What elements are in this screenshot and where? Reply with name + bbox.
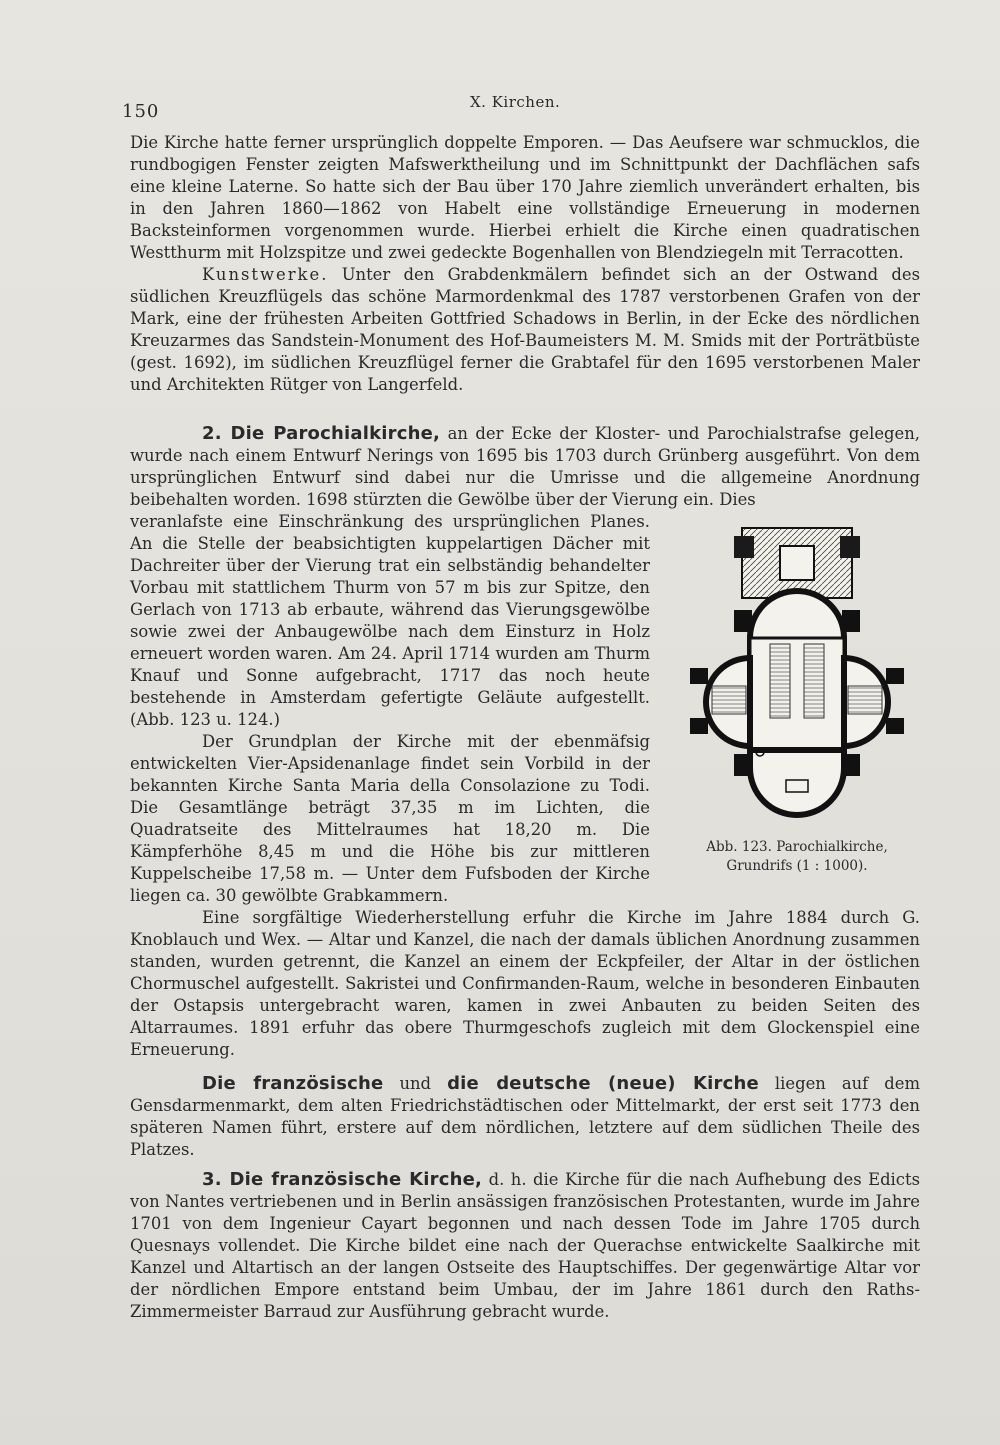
heading-deutsche: die deutsche (neue) Kirche xyxy=(447,1073,759,1094)
franzoesische-kirche-text: d. h. die Kirche für die nach Aufhebung des Edicts von Nantes vertriebenen und in Berlin ansässigen französischen Protestanten, wurde im Jahre 1701 von dem Ingenieur Cayart begonnen und nach dessen Tode im Jahre 1705 durch Quesnays vollendet. Die Kirche bildet eine nach der Querachse entwickelte Saalkirche mit Kanzel und Altartisch an der langen Ostseite des Hauptschiffes. Der gegenwärtige Altar vor der nördlichen Empore entstand beim Umbau, der im Jahre 1861 durch den Raths-Zimmermeister Barraud zur Ausführung gebracht wurde. xyxy=(130,1170,920,1321)
paragraph-kunstwerke xyxy=(130,264,920,396)
buttress-e1 xyxy=(886,668,904,684)
buttress-sw xyxy=(734,754,752,776)
caption-line-1: Abb. 123. Parochialkirche, xyxy=(706,839,888,855)
floor-plan-drawing xyxy=(672,518,922,828)
tower-core xyxy=(780,546,814,580)
parochialkirche-wrapped-text xyxy=(130,511,650,907)
section-1 xyxy=(130,132,920,396)
paragraph-planes: veranlafste eine Einschränkung des ursprünglichen Planes. An die Stelle der beabsichtigten kuppelartigen Dächer mit Dachreiter über der Vierung trat ein selbständig behandelter Vorbau mit stattlichem Thurm von 57 m bis zur Spitze, den Gerlach von 1713 ab erbaute, während das Vierungsgewölbe sowie zwei der Anbaugewölbe nach dem Einsturz in Holz erneuert worden waren. Am 24. April 1714 wurden am Thurm Knauf und Sonne aufgebracht, 1717 das noch heute bestehende in Amsterdam gefertigte Geläute aufgestellt. (Abb. 123 u. 124.) xyxy=(130,512,650,729)
kunstwerke-text: Unter den Grabdenkmälern befindet sich an der Ostwand des südlichen Kreuzflügels das schöne Marmordenkmal des 1787 verstorbenen Grafen von der Mark, eine der frühesten Arbeiten Gottfried Schadows in Berlin, in der Ecke des nördlichen Kreuzarmes das Sandstein-Monument des Hof-Baumeisters M. M. Smids mit der Porträtbüste (gest. 1692), im südlichen Kreuzflügel ferner die Grabtafel für den 1695 verstorbenen Maler und Architekten Rütger von Langerfeld. xyxy=(130,265,920,394)
pews-right xyxy=(804,644,824,718)
pews-east xyxy=(848,686,882,714)
paragraph-gendarmenmarkt xyxy=(130,1073,920,1161)
buttress-e2 xyxy=(886,718,904,734)
buttress-ne xyxy=(842,610,860,632)
caption-line-2: Grundrifs (1 : 1000). xyxy=(726,858,868,874)
parochialkirche-restoration xyxy=(130,907,920,1061)
tower-pier-right xyxy=(840,536,860,558)
buttress-se xyxy=(842,754,860,776)
gendarmenmarkt-text: liegen auf dem Gensdarmenmarkt, dem alten Friedrichstädtischen oder Mittelmarkt, der erst seit 1773 den späteren Namen führt, erstere auf dem nördlichen, letztere auf dem südlichen Theile des Platzes. xyxy=(130,1074,921,1159)
south-apse xyxy=(750,750,844,815)
section-franzoesische-kirche xyxy=(130,1169,920,1323)
paragraph-emporen: Die Kirche hatte ferner ursprünglich doppelte Emporen. — Das Aeufsere war schmucklos, die rundbogigen Fenster zeigten Mafswerktheilung und im Schnittpunkt der Dachflächen safs eine kleine Laterne. So hatte sich der Bau über 170 Jahre ziemlich unverändert erhalten, bis in den Jahren 1860—1862 von Habelt eine vollständige Erneuerung in modernen Backsteinformen vorgenommen wurde. Hierbei erhielt die Kirche einen quadratischen Westthurm mit Holzspitze und zwei gedeckte Bogenhallen von Blendziegeln mit Terracotten. xyxy=(130,133,920,262)
parochialkirche-intro-text: an der Ecke der Kloster- und Parochialstrafse gelegen, wurde nach einem Entwurf Nerings von 1695 bis 1703 durch Grünberg ausgeführt. Von dem ursprünglichen Entwurf sind dabei nur die Umrisse und die allgemeine Anordnung beibehalten worden. 1698 stürzten die Gewölbe über der Vierung ein. Dies xyxy=(130,424,920,509)
buttress-w2 xyxy=(690,718,708,734)
tower-pier-left xyxy=(734,536,754,558)
paragraph-restoration: Eine sorgfältige Wiederherstellung erfuhr die Kirche im Jahre 1884 durch G. Knoblauch und Wex. — Altar und Kanzel, die nach der damals üblichen Anordnung zusammen standen, wurden getrennt, die Kanzel an einem der Eckpfeiler, der Altar in der östlichen Chormuschel aufgestellt. Sakristei und Confirmanden-Raum, welche in besonderen Einbauten der Ostapsis untergebracht waren, kamen in zwei Anbauten zu beiden Seiten des Altarraumes. 1891 erfuhr das obere Thurmgeschofs zugleich mit dem Glockenspiel eine Erneuerung. xyxy=(130,908,920,1059)
parochialkirche-intro xyxy=(130,423,920,511)
heading-franzoesische: Die französische xyxy=(202,1073,384,1094)
page-number: 150 xyxy=(122,101,160,122)
kunstwerke-lead: Kunstwerke. xyxy=(202,265,329,284)
running-title: X. Kirchen. xyxy=(470,93,561,111)
section-parochialkirche xyxy=(130,423,920,511)
parochialkirche-heading: 2. Die Parochialkirche, xyxy=(202,423,441,444)
heading-und: und xyxy=(399,1074,432,1093)
paragraph-franzoesische-kirche xyxy=(130,1169,920,1323)
central-square xyxy=(750,638,844,750)
pews-west xyxy=(712,686,746,714)
figure-caption xyxy=(672,838,922,876)
franzoesische-kirche-heading: 3. Die französische Kirche, xyxy=(202,1169,483,1190)
paragraph-grundplan: Der Grundplan der Kirche mit der ebenmäfsig entwickelten Vier-Apsidenanlage findet sein Vorbild in der bekannten Kirche Santa Maria della Consolazione zu Todi. Die Gesamtlänge beträgt 37,35 m im Lichten, die Quadratseite des Mittelraumes hat 18,20 m. Die Kämpferhöhe 8,45 m und die Höhe bis zur mittleren Kuppelscheibe 17,58 m. — Unter dem Fufsboden der Kirche liegen ca. 30 gewölbte Grabkammern. xyxy=(130,732,650,905)
pews-left xyxy=(770,644,790,718)
section-gendarmenmarkt xyxy=(130,1073,920,1161)
buttress-w1 xyxy=(690,668,708,684)
figure-floor-plan xyxy=(672,518,922,888)
buttress-nw xyxy=(734,610,752,632)
